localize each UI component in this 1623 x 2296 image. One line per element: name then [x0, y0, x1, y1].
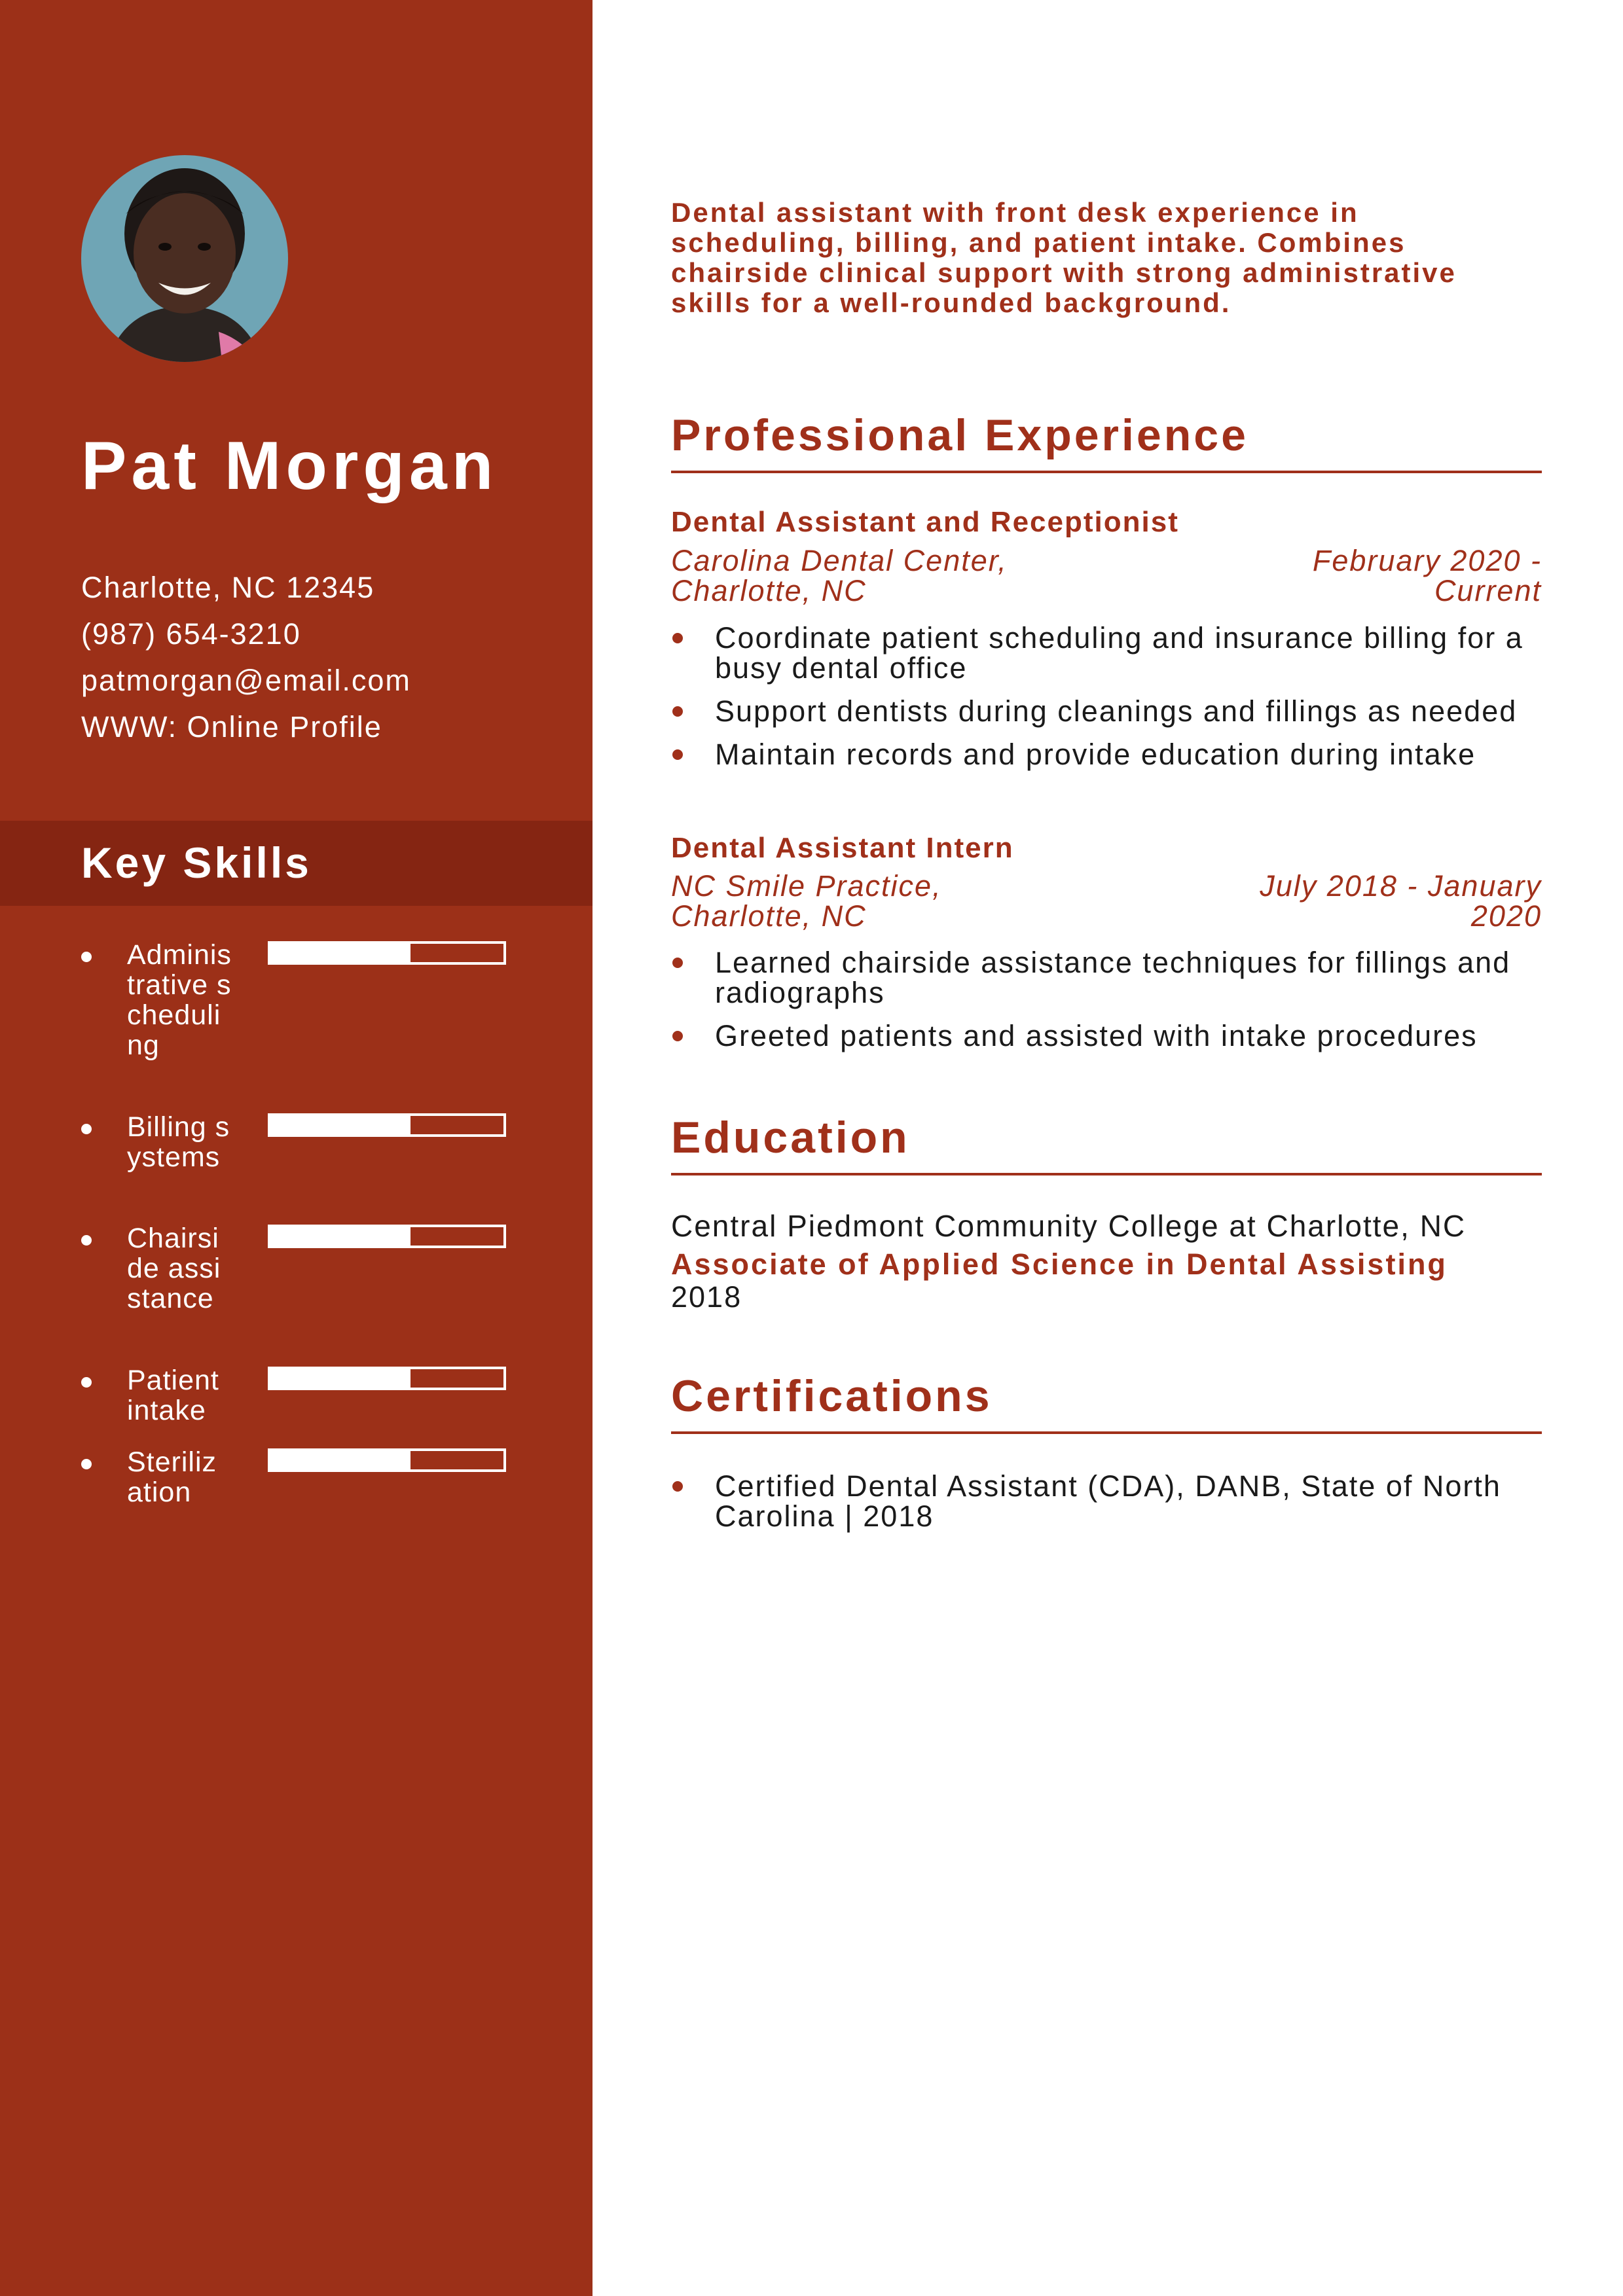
- bullet-icon: [81, 1235, 92, 1246]
- skill-level-bar: [268, 1225, 506, 1248]
- certifications-list: [671, 1471, 1542, 1545]
- job-company: NC Smile Practice, Charlotte, NC: [671, 869, 942, 933]
- skill-name: Administrative scheduling: [127, 939, 232, 1061]
- bullet-text: Support dentists during cleanings and fillings as needed: [715, 694, 1518, 728]
- bullet-text: Greeted patients and assisted with intake procedures: [715, 1019, 1478, 1052]
- list-item: [671, 696, 1542, 726]
- certification-text: Certified Dental Assistant (CDA), DANB, State of North Carolina | 2018: [715, 1469, 1501, 1533]
- education-heading: Education: [671, 1113, 910, 1162]
- bullet-icon: [81, 952, 92, 962]
- skill-name: Chairside assistance: [127, 1223, 221, 1314]
- bullet-icon: [672, 958, 683, 968]
- job-dates: July 2018 - January 2020: [1260, 869, 1542, 933]
- bullet-icon: [81, 1377, 92, 1388]
- list-item: [671, 740, 1542, 770]
- contact-info: [81, 569, 411, 755]
- education-year: 2018: [671, 1280, 742, 1314]
- list-item: [671, 1021, 1542, 1051]
- skill-name: Billing systems: [127, 1111, 230, 1173]
- education-degree: Associate of Applied Science in Dental Assisting: [671, 1247, 1448, 1281]
- skill-level-bar: [268, 1367, 506, 1390]
- job-bullets: [671, 623, 1542, 783]
- professional-summary: Dental assistant with front desk experience in scheduling, billing, and patient intake. Combines chairside clinical support with strong administrative skills for a well-rounded background.: [671, 197, 1457, 318]
- skill-level-bar: [268, 1113, 506, 1137]
- education-school: Central Piedmont Community College at Charlotte, NC: [671, 1209, 1467, 1243]
- bullet-text: Learned chairside assistance techniques for fillings and radiographs: [715, 946, 1511, 1009]
- list-item: [671, 623, 1542, 683]
- profile-photo: [81, 155, 288, 362]
- skill-level-fill: [270, 1451, 410, 1469]
- candidate-name: Pat Morgan: [81, 428, 498, 504]
- skill-level-bar: [268, 1448, 506, 1472]
- skill-level-fill: [270, 1116, 410, 1134]
- skill-level-fill: [270, 1227, 410, 1246]
- contact-email[interactable]: patmorgan@email.com: [81, 664, 411, 697]
- list-item: [671, 948, 1542, 1008]
- job-title: Dental Assistant and Receptionist: [671, 506, 1179, 538]
- skill-level-bar: [268, 941, 506, 965]
- bullet-icon: [81, 1124, 92, 1134]
- bullet-icon: [672, 633, 683, 643]
- contact-phone: (987) 654-3210: [81, 617, 301, 651]
- section-divider: [671, 471, 1542, 473]
- bullet-icon: [672, 749, 683, 760]
- skill-level-fill: [270, 944, 410, 962]
- skill-level-fill: [270, 1369, 410, 1388]
- skill-name: Patient intake: [127, 1365, 219, 1426]
- job-title: Dental Assistant Intern: [671, 832, 1014, 864]
- certifications-heading: Certifications: [671, 1371, 993, 1421]
- skills-heading: Key Skills: [81, 838, 312, 887]
- bullet-text: Maintain records and provide education during intake: [715, 738, 1476, 771]
- bullet-text: Coordinate patient scheduling and insurance billing for a busy dental office: [715, 621, 1523, 685]
- sidebar: [0, 0, 593, 2296]
- contact-website[interactable]: WWW: Online Profile: [81, 710, 382, 744]
- bullet-icon: [672, 1481, 683, 1492]
- bullet-icon: [81, 1459, 92, 1469]
- list-item: [671, 1471, 1542, 1532]
- job-company: Carolina Dental Center, Charlotte, NC: [671, 544, 1008, 607]
- job-dates: February 2020 - Current: [1312, 544, 1542, 607]
- bullet-icon: [672, 1031, 683, 1041]
- contact-location: Charlotte, NC 12345: [81, 571, 375, 604]
- section-divider: [671, 1173, 1542, 1175]
- experience-heading: Professional Experience: [671, 410, 1249, 460]
- bullet-icon: [672, 706, 683, 717]
- section-divider: [671, 1431, 1542, 1434]
- skill-name: Sterilization: [127, 1446, 217, 1508]
- job-bullets: [671, 948, 1542, 1064]
